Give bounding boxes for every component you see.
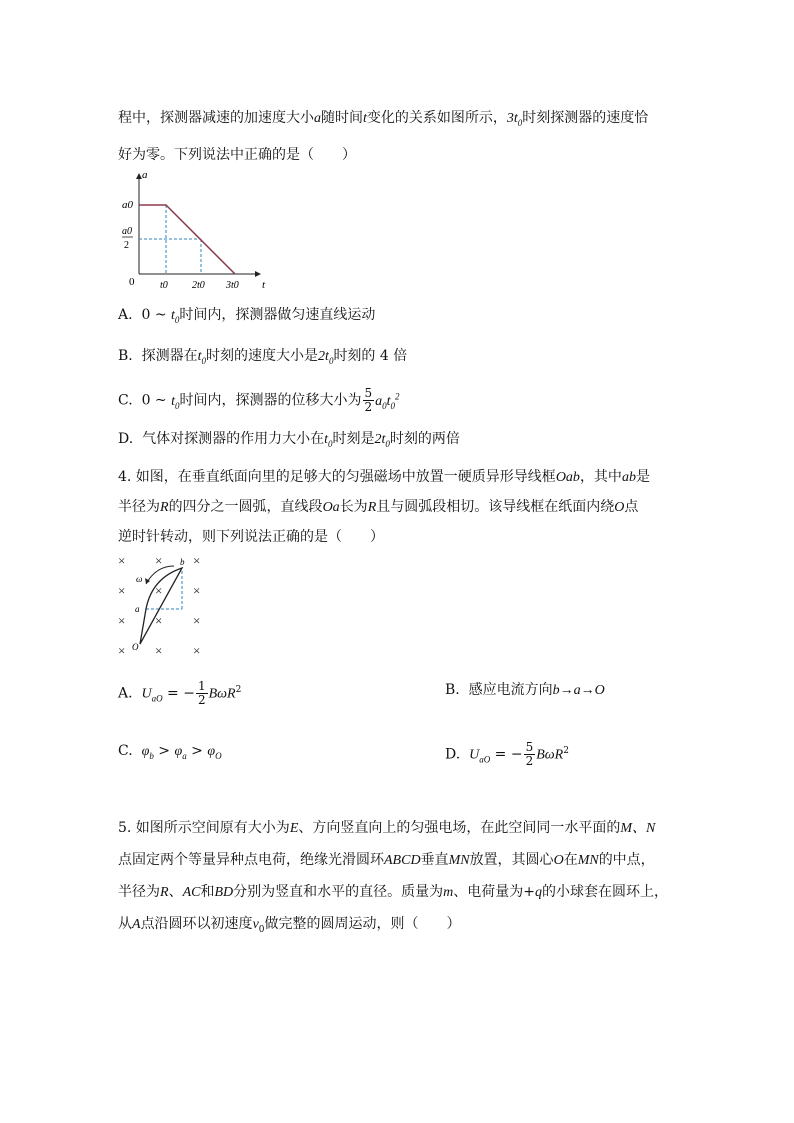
q4-option-b[interactable]: B. 感应电流方向b→a→O bbox=[445, 682, 605, 698]
q3-text: 程中，探测器减速的加速度大小 bbox=[118, 110, 314, 126]
svg-text:×: × bbox=[118, 613, 126, 628]
var-t: t bbox=[363, 111, 367, 126]
y-axis-label: a bbox=[142, 169, 148, 181]
tick-t0: t0 bbox=[160, 280, 168, 291]
q3-option-d[interactable]: D. 气体对探测器的作用力大小在$t_0$时刻是$2t_0$时刻的两倍 bbox=[118, 431, 460, 449]
origin-label: 0 bbox=[129, 276, 135, 288]
svg-text:×: × bbox=[155, 643, 163, 658]
var-a: a bbox=[314, 111, 321, 126]
tick-a0: a0 bbox=[122, 199, 133, 211]
q3-line-1 bbox=[118, 108, 648, 133]
acceleration-time-graph bbox=[118, 168, 278, 294]
svg-text:×: × bbox=[155, 583, 163, 598]
q3-option-b[interactable]: B. 探测器在$t_0$时刻的速度大小是$2t_0$时刻的 4 倍 bbox=[118, 348, 408, 366]
svg-text:×: × bbox=[193, 583, 201, 598]
x-axis-label: t bbox=[262, 279, 266, 291]
point-o-label: O bbox=[132, 642, 139, 652]
svg-text:×: × bbox=[118, 553, 126, 568]
point-b-label: b bbox=[180, 557, 185, 567]
svg-text:×: × bbox=[193, 613, 201, 628]
svg-text:×: × bbox=[118, 583, 126, 598]
q5-line-1: 5. 如图所示空间原有大小为E、方向竖直向上的匀强电场，在此空间同一水平面的M、N bbox=[118, 820, 656, 836]
q4-option-a[interactable]: A. $U_{aO}$ = − $\frac{1}{2}$ BωR$^2$ bbox=[118, 679, 242, 708]
svg-text:×: × bbox=[118, 643, 126, 658]
svg-text:×: × bbox=[193, 553, 201, 568]
q4-line-3: 逆时针转动，则下列说法正确的是（ ） bbox=[118, 529, 384, 545]
svg-text:×: × bbox=[155, 613, 163, 628]
omega-label: ω bbox=[136, 574, 143, 584]
fraction: $\frac{5}{2}$ bbox=[525, 740, 534, 769]
fraction: $\frac{5}{2}$ bbox=[364, 386, 373, 415]
q5-line-2: 点固定两个等量异种点电荷，绝缘光滑圆环ABCD垂直MN放置，其圆心O在MN的中点， bbox=[118, 852, 655, 868]
q3-text: 变化的关系如图所示， bbox=[366, 110, 507, 126]
q4-line-2: 半径为R的四分之一圆弧，直线段Oa长为R且与圆弧段相切。该导线框在纸面内绕O点 bbox=[118, 499, 639, 515]
var-3t0: $3t_0$ bbox=[506, 111, 523, 128]
q4-option-c[interactable]: C. $\varphi_b > \varphi_a > \varphi_O$ bbox=[118, 743, 222, 761]
q3-option-a[interactable]: A. 0 ~ $t_0$时间内，探测器做匀速直线运动 bbox=[118, 307, 376, 325]
point-a-label: a bbox=[135, 604, 140, 614]
q4-option-d[interactable]: D. $U_{aO}$ = − $\frac{5}{2}$ BωR$^2$ bbox=[445, 740, 569, 769]
tick-3t0: 3t0 bbox=[226, 280, 239, 291]
svg-text:×: × bbox=[193, 643, 201, 658]
q3-line-2: 好为零。下列说法中正确的是（ ） bbox=[118, 147, 356, 163]
tick-2t0: 2t0 bbox=[192, 280, 205, 291]
q4-line-1: 4. 如图，在垂直纸面向里的足够大的匀强磁场中放置一硬质异形导线框Oab，其中ab是 bbox=[118, 469, 650, 485]
tick-a0-half-num: a0 bbox=[122, 226, 132, 237]
tick-a0-half-den: 2 bbox=[124, 240, 129, 251]
q3-text: 时刻探测器的速度恰 bbox=[522, 110, 649, 126]
q5-line-3: 半径为R、AC和BD分别为竖直和水平的直径。质量为m、电荷量为+q的小球套在圆环上， bbox=[118, 884, 668, 900]
q3-option-c[interactable]: C. 0 ~ $t_0$时间内，探测器的位移大小为 $\frac{5}{2}$ $a_0t_0^2$ bbox=[118, 386, 400, 415]
fraction: $\frac{1}{2}$ bbox=[197, 679, 206, 708]
q5-line-4: 从A点沿圆环以初速度$v_0$做完整的圆周运动，则（ ） bbox=[118, 916, 461, 935]
magnetic-field-figure bbox=[114, 548, 214, 660]
q3-text: 随时间 bbox=[321, 110, 363, 126]
svg-text:×: × bbox=[155, 553, 163, 568]
field-crosses bbox=[118, 553, 200, 658]
